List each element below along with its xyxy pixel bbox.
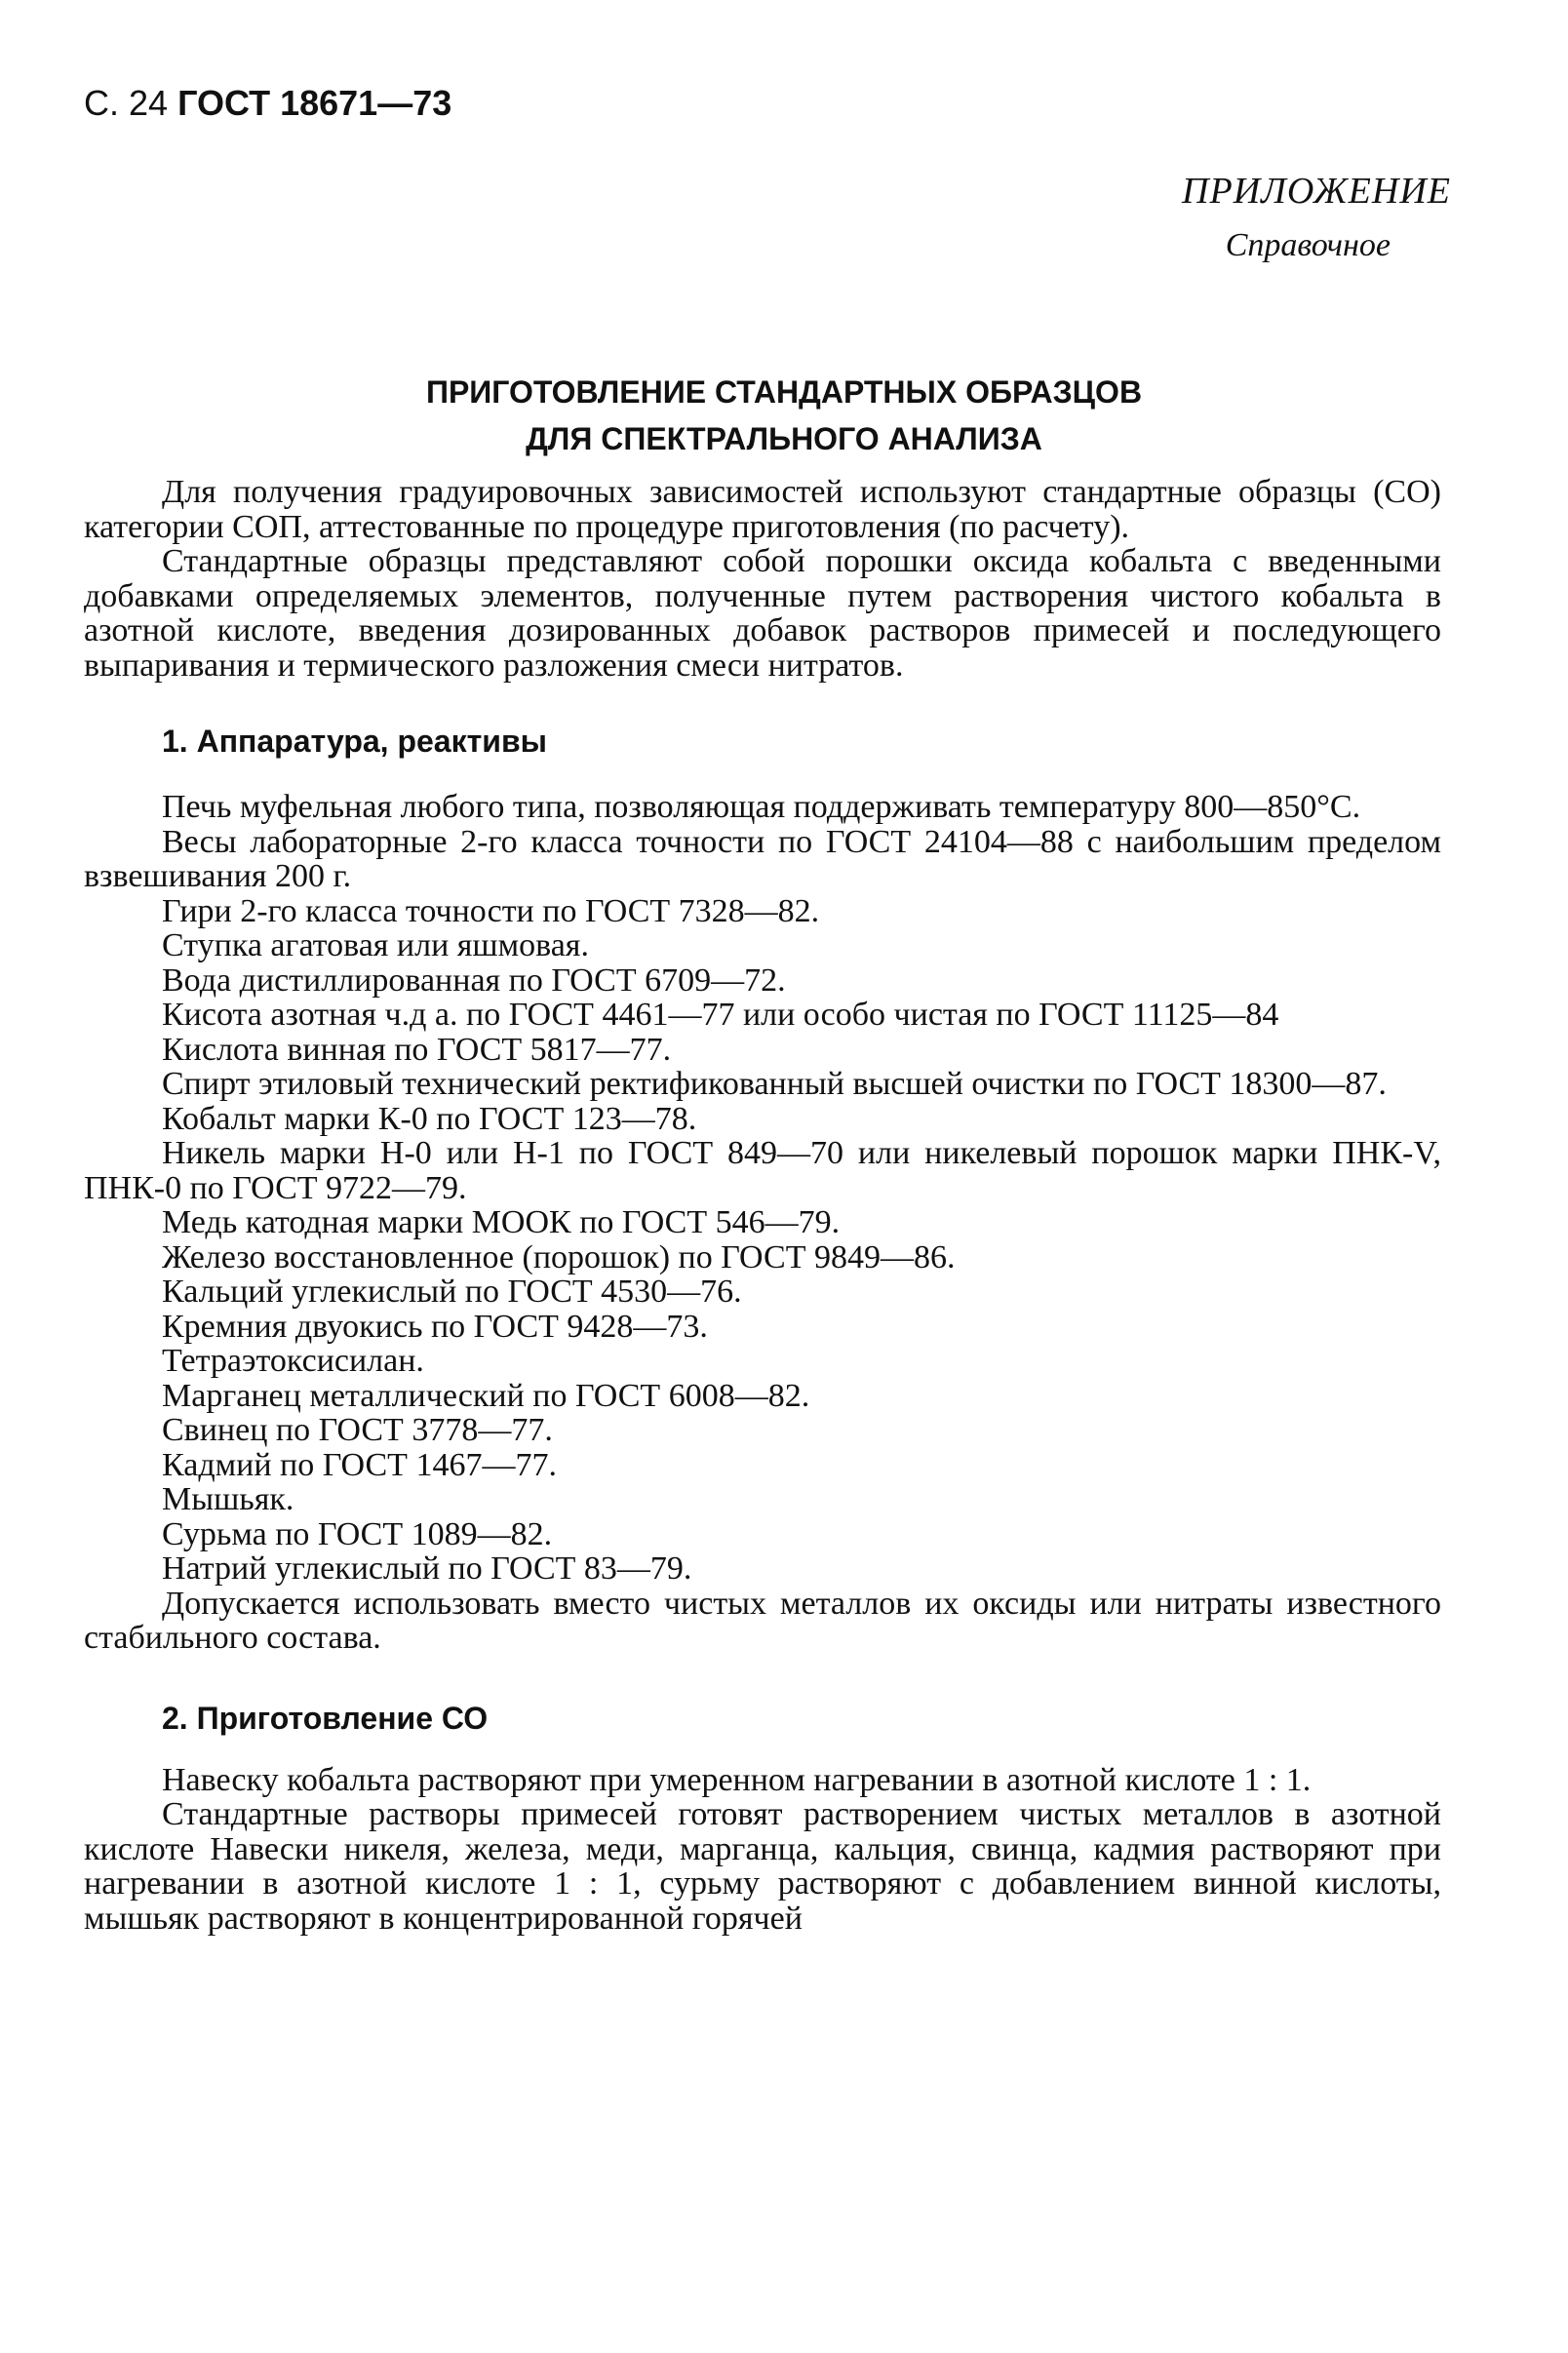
list-item: Никель марки Н-0 или Н-1 по ГОСТ 849—70 или никелевый порошок марки ПНК-V, ПНК-0 по ГОСТ 9722—79. (84, 1135, 1441, 1206)
list-item: Мышьяк. (162, 1481, 294, 1517)
list-item: Кисота азотная ч.д а. по ГОСТ 4461—77 или особо чистая по ГОСТ 11125—84 (162, 997, 1279, 1033)
section-1-list (84, 790, 1441, 1656)
list-item: Весы лабораторные 2-го класса точности по ГОСТ 24104—88 с наибольшим пределом взвешивания 200 г. (84, 823, 1441, 894)
list-item: Спирт этиловый технический ректификованный высшей очистки по ГОСТ 18300—87. (162, 1066, 1387, 1102)
section-2-paragraph: Стандартные растворы примесей готовят растворением чистых металлов в азотной кислоте Навески никеля, железа, меди, марганца, кальция, свинца, кадмия растворяют при нагревании в азотной кислоте 1 : 1, сурьму растворяют с добавлением винной кислоты, мышьяк растворяют в концентрированной горячей (84, 1796, 1441, 1937)
intro-paragraph: Стандартные образцы представляют собой порошки оксида кобальта с введенными добавками определяемых элементов, полученные путем растворения чистого кобальта в азотной кислоте, введения дозированных добавок растворов примесей и последующего выпаривания и термического разложения смеси нитратов. (84, 543, 1441, 684)
list-item: Гири 2-го класса точности по ГОСТ 7328—82. (162, 892, 820, 929)
section-2-paragraph: Навеску кобальта растворяют при умеренном нагревании в азотной кислоте 1 : 1. (162, 1761, 1312, 1798)
page-number: С. 24 (84, 83, 169, 123)
document-body (84, 475, 1441, 1936)
list-item: Ступка агатовая или яшмовая. (162, 927, 589, 963)
list-item: Тетраэтоксисилан. (162, 1343, 424, 1379)
list-item: Натрий углекислый по ГОСТ 83—79. (162, 1550, 692, 1587)
standard-number: ГОСТ 18671—73 (177, 83, 452, 123)
list-item: Печь муфельная любого типа, позволяющая поддерживать температуру 800—850°С. (162, 789, 1361, 825)
list-item: Свинец по ГОСТ 3778—77. (162, 1412, 553, 1448)
list-item: Кислота винная по ГОСТ 5817—77. (162, 1031, 672, 1068)
list-item: Кремния двуокись по ГОСТ 9428—73. (162, 1308, 708, 1345)
list-item: Марганец металлический по ГОСТ 6008—82. (162, 1377, 810, 1414)
list-item: Допускается использовать вместо чистых металлов их оксиды или нитраты известного стабильного состава. (84, 1585, 1441, 1656)
page-header (84, 82, 451, 125)
list-item: Сурьма по ГОСТ 1089—82. (162, 1515, 553, 1552)
list-item: Железо восстановленное (порошок) по ГОСТ 9849—86. (162, 1238, 956, 1275)
list-item: Кальций углекислый по ГОСТ 4530—76. (162, 1274, 742, 1310)
section-2-heading: 2. Приготовление СО (162, 1700, 489, 1736)
title-line-2: ДЛЯ СПЕКТРАЛЬНОГО АНАЛИЗА (526, 421, 1042, 456)
section-2-text (84, 1763, 1441, 1937)
list-item: Вода дистиллированная по ГОСТ 6709—72. (162, 961, 786, 999)
document-title (0, 369, 1568, 462)
intro-paragraphs (84, 475, 1441, 683)
list-item: Кадмий по ГОСТ 1467—77. (162, 1446, 557, 1483)
list-item: Кобальт марки К-0 по ГОСТ 123—78. (162, 1100, 697, 1137)
list-item: Медь катодная марки МООК по ГОСТ 546—79. (162, 1204, 841, 1240)
appendix-label: ПРИЛОЖЕНИЕ (1182, 171, 1451, 212)
section-1-heading: 1. Аппаратура, реактивы (162, 724, 547, 759)
intro-paragraph: Для получения градуировочных зависимостей используют стандартные образцы (СО) категории СОП, аттестованные по процедуре приготовления (по расчету). (84, 474, 1441, 545)
appendix-type: Справочное (1225, 227, 1391, 263)
title-line-1: ПРИГОТОВЛЕНИЕ СТАНДАРТНЫХ ОБРАЗЦОВ (425, 374, 1143, 410)
appendix-label-block (1182, 168, 1451, 269)
